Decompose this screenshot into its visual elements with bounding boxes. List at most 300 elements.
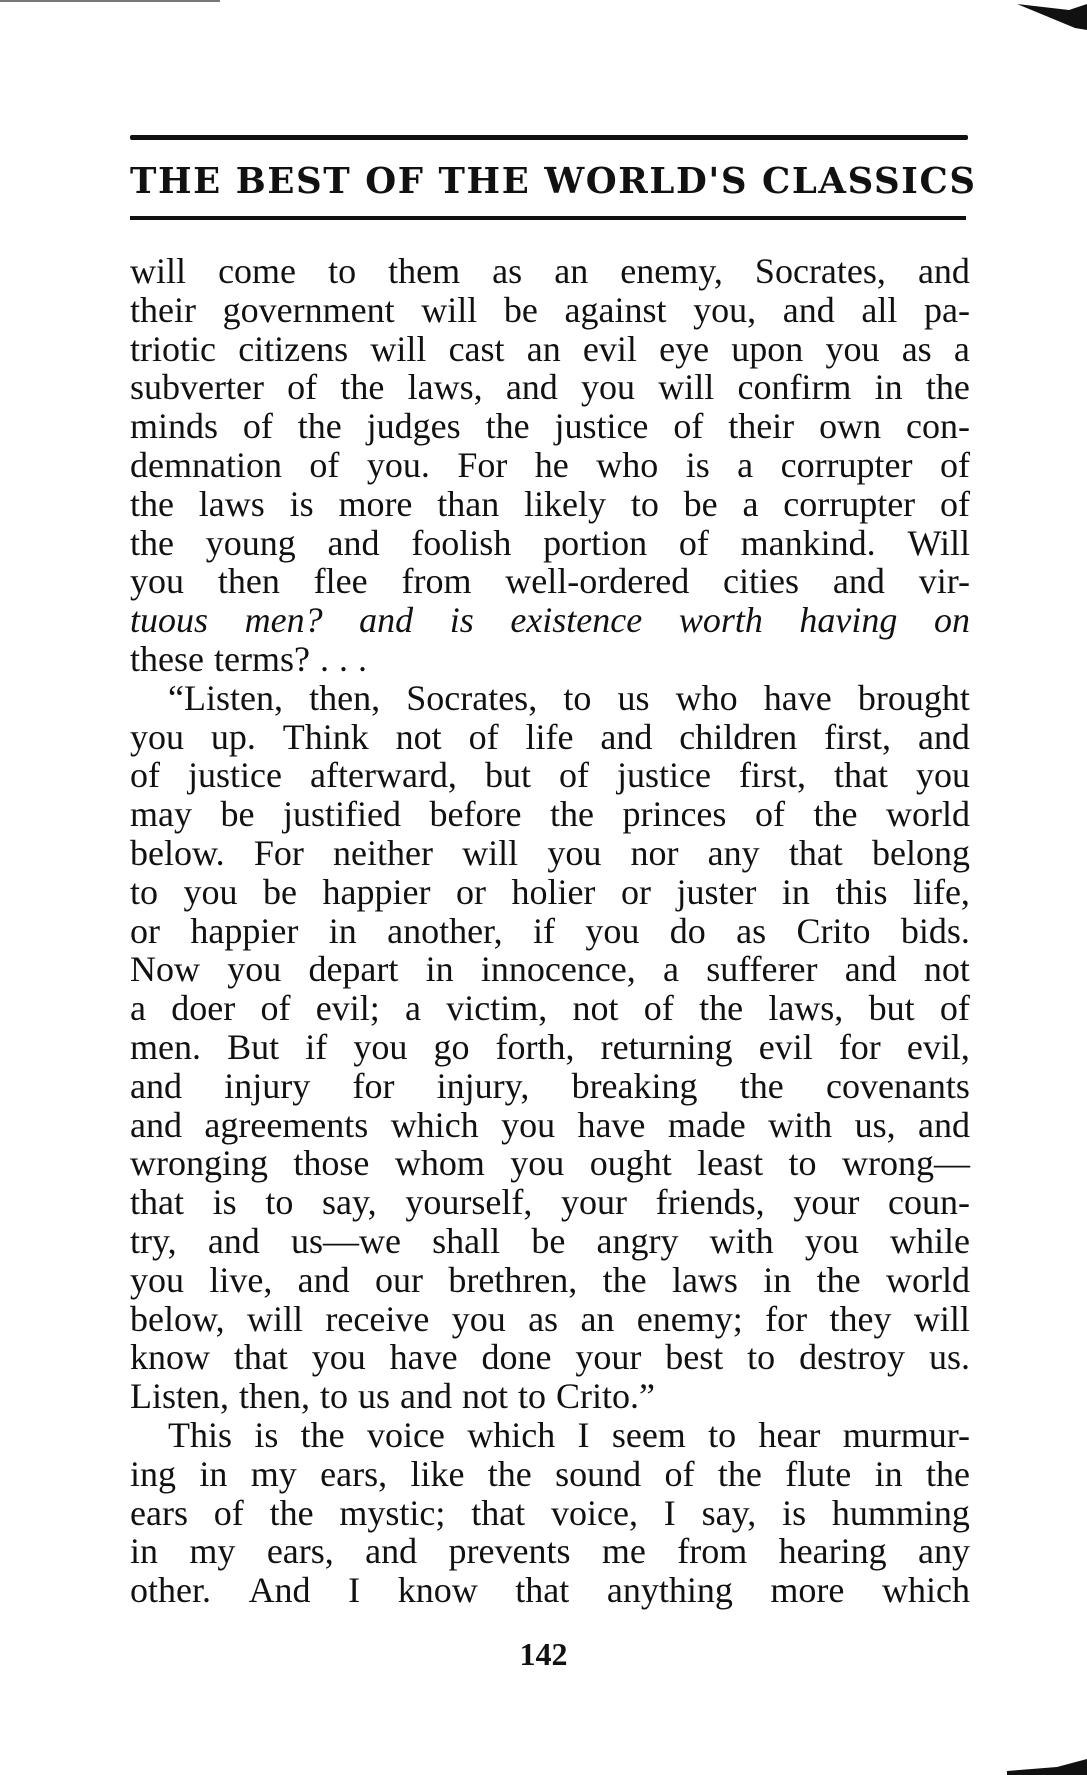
text-word: your: [561, 1182, 627, 1223]
text-word: which: [467, 1414, 556, 1455]
text-word: in: [781, 871, 810, 912]
text-word: laws: [671, 1259, 738, 1300]
text-word: they: [829, 1298, 892, 1339]
corner-mark-icon: [1007, 1755, 1087, 1775]
body-text: [130, 252, 970, 1610]
text-word: mankind.: [740, 522, 876, 563]
text-word: well-ordered: [505, 561, 690, 602]
text-word: in: [130, 1531, 159, 1572]
text-word: as: [528, 1298, 559, 1339]
text-word: happier: [190, 910, 299, 951]
text-word: of: [939, 444, 970, 485]
text-word: having: [799, 600, 898, 641]
text-word: that: [233, 1337, 288, 1378]
text-word: for: [838, 1026, 881, 1067]
text-word: below,: [130, 1298, 225, 1339]
text-word: men.: [130, 1026, 201, 1067]
text-line: [130, 1494, 970, 1533]
text-word: world: [885, 1259, 970, 1300]
text-word: as: [492, 251, 523, 291]
text-word: Listen,: [130, 1376, 229, 1417]
text-word: of: [242, 406, 273, 447]
text-word: a: [737, 444, 754, 485]
text-word: up.: [210, 716, 256, 757]
text-line: [130, 1067, 970, 1106]
text-word: in: [425, 949, 454, 990]
text-word: be: [683, 483, 718, 524]
text-word: in: [763, 1259, 792, 1300]
text-word: for: [352, 1065, 395, 1106]
text-word: sufferer: [706, 949, 818, 990]
text-line: [130, 679, 970, 718]
text-word: and: [297, 1259, 350, 1300]
text-word: justified: [283, 794, 401, 835]
text-word: that: [471, 1492, 526, 1533]
text-word: ing: [130, 1453, 177, 1494]
text-word: and: [365, 1531, 418, 1572]
text-word: an: [526, 328, 561, 369]
text-word: that: [788, 832, 843, 873]
text-word: corrupter: [783, 483, 916, 524]
text-word: you: [585, 910, 640, 951]
text-word: hear: [758, 1414, 821, 1455]
text-line: [130, 446, 970, 485]
text-word: you: [581, 367, 636, 408]
text-word: to: [563, 677, 592, 718]
text-word: evil: [758, 1026, 813, 1067]
text-word: will: [370, 328, 427, 369]
text-word: wrong—: [841, 1143, 970, 1184]
text-word: us: [617, 677, 650, 718]
text-word: Socrates,: [406, 677, 538, 718]
text-word: is: [254, 1414, 279, 1455]
text-word: your: [793, 1182, 860, 1223]
text-line: [130, 1300, 970, 1339]
text-word: sound: [555, 1453, 642, 1494]
text-line: [130, 1532, 970, 1571]
text-word: be: [220, 794, 255, 835]
text-word: them: [388, 251, 461, 291]
text-word: you: [311, 1337, 366, 1378]
text-word: the: [739, 1065, 784, 1106]
text-word: be: [503, 289, 538, 330]
text-word: nor: [630, 832, 679, 873]
text-word: murmur-: [842, 1414, 970, 1455]
text-word: first,: [738, 755, 806, 796]
text-word: with: [709, 1220, 774, 1261]
text-word: justice: [616, 755, 711, 796]
text-word: ears: [130, 1492, 188, 1533]
text-line: [130, 1144, 970, 1183]
text-word: the: [717, 1453, 762, 1494]
text-line: [130, 1571, 970, 1610]
text-word: my: [250, 1453, 297, 1494]
text-word: their: [130, 289, 196, 330]
text-word: .: [338, 638, 348, 679]
text-word: the: [300, 1414, 345, 1455]
text-word: you: [130, 561, 184, 602]
text-word: and: [917, 716, 970, 757]
text-line: [130, 1222, 970, 1261]
text-word: be: [263, 871, 297, 912]
text-line: [130, 407, 970, 446]
text-word: an: [580, 1298, 615, 1339]
text-word: coun-: [887, 1182, 970, 1223]
text-word: confirm: [737, 367, 852, 408]
text-word: men?: [244, 600, 323, 641]
text-word: of: [678, 522, 709, 563]
text-line: [130, 291, 970, 330]
text-word: innocence,: [480, 949, 636, 990]
text-word: you: [353, 1026, 408, 1067]
text-word: to: [708, 1414, 737, 1455]
text-word: of: [309, 444, 340, 485]
text-word: the: [130, 522, 174, 563]
text-word: go: [433, 1026, 470, 1067]
text-word: Think: [282, 716, 369, 757]
text-word: a: [130, 988, 146, 1029]
text-word: that: [515, 1570, 570, 1611]
text-word: likely: [524, 483, 606, 524]
text-word: Crito: [796, 910, 871, 951]
text-word: existence: [510, 600, 643, 641]
text-word: that: [130, 1182, 184, 1223]
text-word: citizens: [238, 328, 349, 369]
text-word: to: [788, 1143, 817, 1184]
text-word: subverter: [130, 367, 264, 408]
text-word: humming: [831, 1492, 970, 1533]
text-word: bids.: [900, 910, 970, 951]
text-word: and: [505, 367, 558, 408]
text-word: Now: [130, 949, 200, 990]
text-word: my: [189, 1531, 236, 1572]
text-word: covenants: [825, 1065, 970, 1106]
text-word: pa-: [924, 289, 970, 330]
text-word: an: [554, 251, 589, 291]
text-word: brethren,: [448, 1259, 578, 1300]
text-word: you: [547, 832, 602, 873]
text-word: have: [389, 1337, 458, 1378]
text-word: than: [437, 483, 500, 524]
text-word: know: [130, 1337, 210, 1378]
text-word: terms?: [213, 638, 310, 679]
text-word: flute: [785, 1453, 852, 1494]
text-word: to: [319, 1376, 348, 1417]
text-word: these: [130, 638, 204, 679]
text-word: receive: [325, 1298, 430, 1339]
text-line: [130, 1377, 970, 1416]
text-word: will: [247, 1298, 304, 1339]
text-word: laws,: [407, 367, 483, 408]
text-word: and: [327, 522, 380, 563]
text-line: [130, 912, 970, 951]
text-word: say,: [322, 1182, 377, 1223]
text-word: of: [673, 406, 704, 447]
text-word: on: [933, 600, 970, 641]
text-word: ought: [589, 1143, 672, 1184]
text-word: I: [577, 1414, 590, 1455]
text-word: and: [130, 1065, 182, 1106]
text-word: or: [455, 871, 486, 912]
text-word: of: [558, 755, 589, 796]
text-word: from: [401, 561, 472, 602]
text-word: doer: [171, 988, 236, 1029]
text-word: destroy: [799, 1337, 906, 1378]
text-line: [130, 1183, 970, 1222]
text-line: [130, 1416, 970, 1455]
text-word: anything: [606, 1570, 733, 1611]
text-word: any: [707, 832, 760, 873]
text-word: try,: [130, 1220, 177, 1261]
text-word: justice: [188, 755, 282, 796]
text-line: [130, 873, 970, 912]
text-word: and: [917, 1104, 970, 1145]
text-word: more: [770, 1570, 845, 1611]
text-word: then,: [238, 1376, 310, 1417]
text-word: not: [395, 716, 442, 757]
text-word: who: [675, 677, 738, 718]
text-word: to: [328, 251, 357, 291]
text-word: before: [429, 794, 522, 835]
text-word: of: [213, 1492, 244, 1533]
text-line: [130, 1106, 970, 1145]
text-line: [130, 368, 970, 407]
text-word: below.: [130, 832, 225, 873]
text-word: me: [601, 1531, 646, 1572]
text-line: [130, 1028, 970, 1067]
text-word: in: [199, 1453, 228, 1494]
corner-mark-icon: [1017, 0, 1087, 30]
text-word: prevents: [448, 1531, 571, 1572]
text-word: justice: [554, 406, 649, 447]
text-word: corrupter: [780, 444, 913, 485]
text-word: laws: [198, 483, 265, 524]
text-word: best: [665, 1337, 724, 1378]
text-word: as: [736, 910, 767, 951]
text-word: injury: [224, 1065, 311, 1106]
text-word: the: [487, 1453, 532, 1494]
text-word: returning: [600, 1026, 733, 1067]
text-word: you: [825, 328, 880, 369]
text-word: your: [575, 1337, 642, 1378]
text-word: of: [130, 755, 160, 796]
text-word: the: [925, 367, 970, 408]
text-line: [130, 524, 970, 563]
text-word: that: [834, 755, 888, 796]
text-word: our: [375, 1259, 423, 1300]
text-word: like: [410, 1453, 465, 1494]
text-word: to: [518, 1376, 547, 1417]
text-word: you: [227, 949, 282, 990]
text-word: brought: [857, 677, 970, 718]
text-word: juster: [676, 871, 757, 912]
text-word: princes: [622, 794, 727, 835]
text-word: evil;: [315, 988, 380, 1029]
text-word: then: [217, 561, 280, 602]
text-word: to: [747, 1337, 776, 1378]
text-line: [130, 950, 970, 989]
text-word: the: [925, 1453, 970, 1494]
text-word: and: [600, 716, 653, 757]
text-word: hearing: [778, 1531, 887, 1572]
text-word: other.: [130, 1570, 211, 1611]
text-line: [130, 718, 970, 757]
text-word: yourself,: [405, 1182, 533, 1223]
text-word: which: [390, 1104, 479, 1145]
text-word: done: [481, 1337, 552, 1378]
text-word: mystic;: [339, 1492, 446, 1533]
text-word: whom: [394, 1143, 485, 1184]
text-word: laws,: [768, 988, 844, 1029]
text-word: have: [763, 677, 832, 718]
text-word: is: [782, 1492, 807, 1533]
text-word: to: [130, 871, 159, 912]
text-word: for: [765, 1298, 808, 1339]
text-word: and: [400, 1376, 452, 1417]
text-line: [130, 795, 970, 834]
text-word: triotic: [130, 328, 216, 369]
text-word: friends,: [655, 1182, 765, 1223]
text-word: he: [534, 444, 569, 485]
text-word: and: [917, 251, 970, 291]
text-word: will: [130, 251, 187, 291]
text-word: and: [782, 289, 835, 330]
text-word: us,: [854, 1104, 896, 1145]
text-word: you: [916, 755, 970, 796]
running-head: THE BEST OF THE WORLD'S CLASSICS: [130, 161, 977, 202]
text-word: those: [293, 1143, 370, 1184]
text-word: But: [227, 1026, 280, 1067]
text-word: a: [662, 949, 679, 990]
text-word: of: [939, 988, 970, 1029]
text-word: as: [901, 328, 932, 369]
text-line: [130, 989, 970, 1028]
text-word: of: [939, 483, 970, 524]
text-word: and: [359, 600, 414, 641]
text-line: [130, 252, 970, 291]
text-word: voice: [366, 1414, 445, 1455]
text-word: holier: [511, 871, 596, 912]
text-word: of: [260, 988, 291, 1029]
text-word: eye: [659, 328, 710, 369]
text-word: more: [338, 483, 413, 524]
text-word: us.: [928, 1337, 970, 1378]
text-word: the: [699, 988, 744, 1029]
text-line: [130, 640, 970, 679]
text-word: judges: [366, 406, 461, 447]
text-word: may: [130, 794, 192, 835]
text-word: angry: [596, 1220, 679, 1261]
text-word: I: [663, 1492, 676, 1533]
text-word: evil: [582, 328, 637, 369]
text-word: and: [130, 1104, 182, 1145]
text-word: and: [844, 949, 897, 990]
text-word: be: [531, 1220, 566, 1261]
text-word: made: [667, 1104, 746, 1145]
text-word: upon: [731, 328, 804, 369]
text-line: [130, 601, 970, 640]
text-word: tuous: [130, 600, 209, 641]
text-word: depart: [308, 949, 399, 990]
text-word: have: [577, 1104, 646, 1145]
text-word: neither: [333, 832, 433, 873]
text-word: you.: [366, 444, 430, 485]
text-word: And: [248, 1570, 311, 1611]
text-word: against: [564, 289, 667, 330]
text-word: the: [485, 406, 530, 447]
text-word: foolish: [411, 522, 512, 563]
text-word: “Listen,: [168, 677, 283, 718]
text-word: in: [328, 910, 357, 951]
text-word: with: [768, 1104, 833, 1145]
text-word: who: [596, 444, 659, 485]
text-word: but: [484, 755, 531, 796]
text-word: know: [397, 1570, 478, 1611]
text-word: say,: [701, 1492, 757, 1533]
text-word: voice,: [551, 1492, 638, 1533]
text-word: do: [669, 910, 706, 951]
text-word: first,: [824, 716, 892, 757]
text-word: the: [130, 483, 174, 524]
text-word: is: [685, 444, 710, 485]
text-word: in: [874, 1453, 903, 1494]
text-line: [130, 834, 970, 873]
text-word: This: [168, 1414, 233, 1455]
text-word: forth,: [495, 1026, 575, 1067]
text-word: children: [679, 716, 798, 757]
text-word: enemy;: [636, 1298, 743, 1339]
text-word: will: [913, 1298, 970, 1339]
text-word: flee: [313, 561, 368, 602]
text-word: belong: [871, 832, 970, 873]
text-line: [130, 330, 970, 369]
text-word: enemy,: [620, 251, 723, 291]
text-word: you,: [693, 289, 757, 330]
text-word: ears,: [320, 1453, 388, 1494]
text-word: of: [468, 716, 499, 757]
text-word: and: [832, 561, 885, 602]
text-word: I: [348, 1570, 361, 1611]
text-word: Will: [907, 522, 970, 563]
text-word: not: [572, 988, 619, 1029]
header-rule-top: [130, 135, 968, 140]
text-word: us—we: [290, 1220, 401, 1261]
text-word: is: [212, 1182, 237, 1223]
text-word: ears,: [266, 1531, 334, 1572]
text-line: [130, 1261, 970, 1300]
text-word: For: [253, 832, 304, 873]
text-word: which: [881, 1570, 970, 1611]
text-word: then,: [309, 677, 381, 718]
text-line: [130, 1338, 970, 1377]
text-word: not: [923, 949, 970, 990]
text-word: will: [462, 832, 519, 873]
text-word: will: [658, 367, 715, 408]
text-word: is: [289, 483, 314, 524]
text-word: least: [697, 1143, 764, 1184]
text-word: you: [510, 1143, 565, 1184]
page-number: 142: [519, 1636, 568, 1672]
text-word: demnation: [130, 444, 282, 485]
text-word: the: [549, 794, 594, 835]
text-word: con-: [905, 406, 970, 447]
text-word: For: [457, 444, 508, 485]
text-word: if: [305, 1026, 328, 1067]
text-word: own: [819, 406, 882, 447]
text-word: .: [319, 638, 329, 679]
text-word: .: [357, 638, 367, 679]
text-word: us: [357, 1376, 390, 1417]
